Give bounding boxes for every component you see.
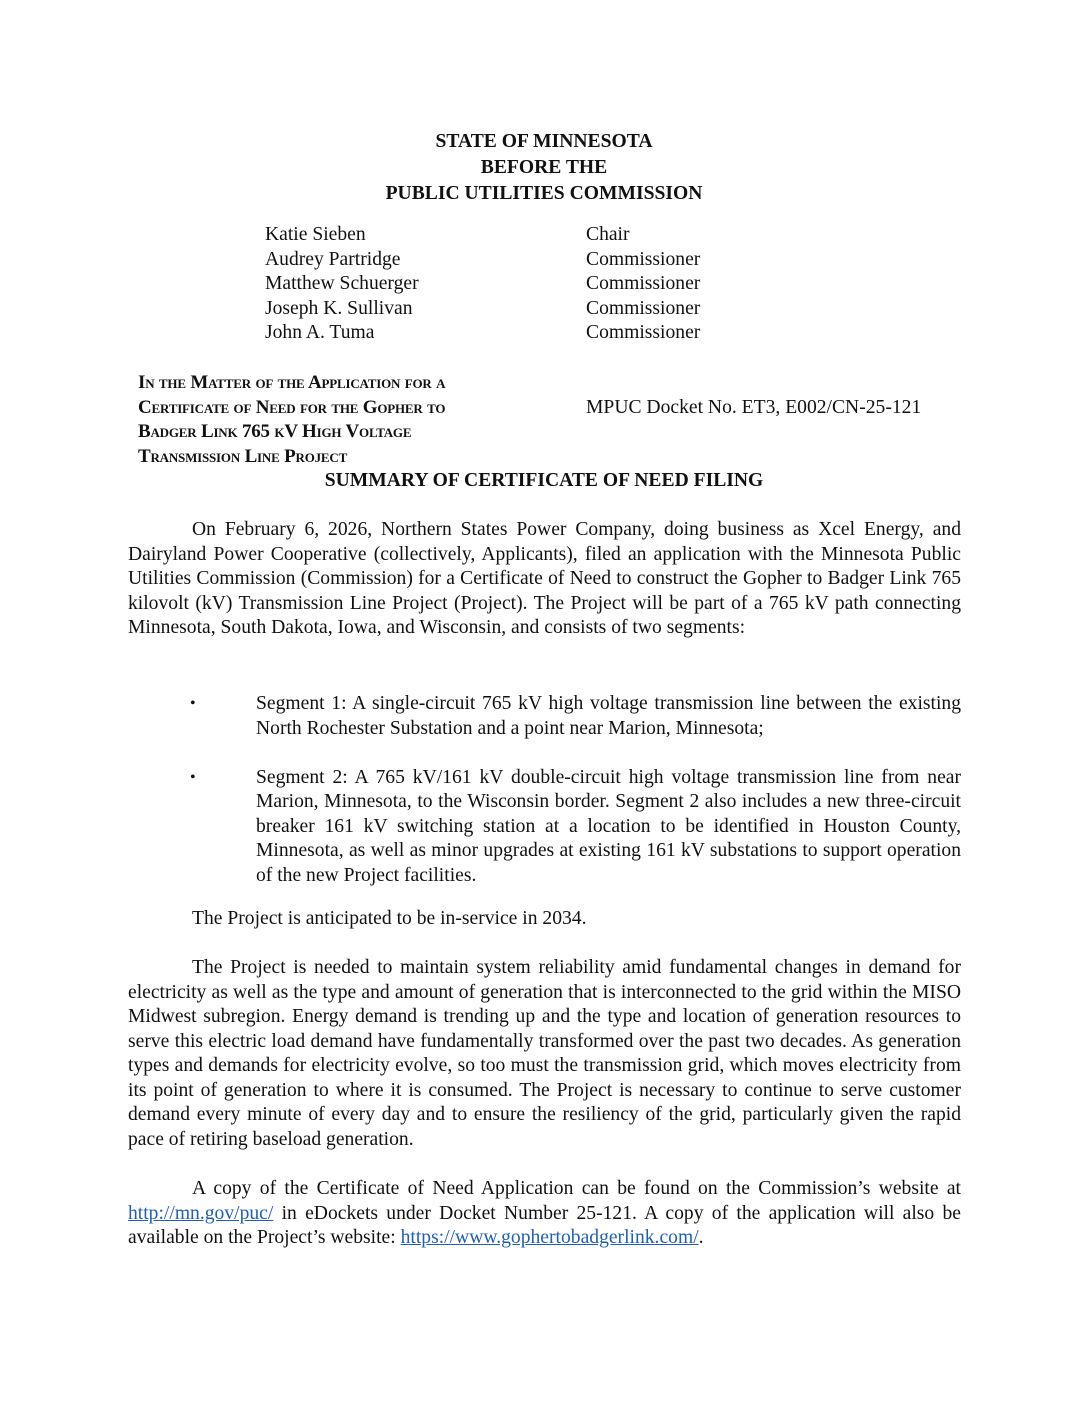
copy-text-1: A copy of the Certificate of Need Application can be found on the Commission’s website at [192, 1178, 961, 1199]
commissioner-title: Commissioner [586, 297, 701, 319]
commissioner-title: Commissioner [586, 248, 701, 270]
bullet-icon: • [190, 768, 196, 786]
matter-line: Badger Link 765 kV High Voltage [138, 421, 412, 442]
commissioner-title: Chair [586, 224, 630, 245]
need-paragraph [128, 956, 961, 1152]
commissioner-name: John A. Tuma [265, 322, 375, 344]
matter-line: In the Matter of the Application for a [138, 372, 446, 393]
copy-paragraph [128, 1177, 961, 1251]
commissioner-row [265, 297, 765, 322]
commissioner-name: Matthew Schuerger [265, 273, 419, 295]
copy-text-3: . [698, 1227, 704, 1248]
list-item [190, 766, 961, 889]
in-service-paragraph: The Project is anticipated to be in-service in 2034. [192, 908, 587, 929]
segment-1-text: Segment 1: A single-circuit 765 kV high voltage transmission line between the existing North Rochester Substation and a point near Marion, Minnesota; [256, 693, 961, 739]
matter-line: Certificate of Need for the Gopher to [138, 396, 446, 418]
commissioner-title: Commissioner [586, 322, 701, 344]
commissioner-row [265, 272, 765, 297]
caption-header [128, 129, 960, 207]
commissioner-list [265, 223, 765, 346]
matter-line: Transmission Line Project [138, 445, 348, 467]
commissioner-title: Commissioner [586, 273, 701, 295]
commissioner-name: Joseph K. Sullivan [265, 297, 413, 319]
summary-title: SUMMARY OF CERTIFICATE OF NEED FILING [324, 470, 764, 491]
intro-text: On February 6, 2026, Northern States Power Company, doing business as Xcel Energy, and Dairyland Power Cooperative (collectively, Applicants), filed an application with the Minnesota Public Utilities Commission (Commission) for a Certificate of Need to construct the Gopher to Badger Link 765 kilovolt (kV) Transmission Line Project (Project). The Project will be part of a 765 kV path connecting Minnesota, South Dakota, Iowa, and Wisconsin, and consists of two segments: [128, 519, 961, 638]
puc-website-link[interactable]: http://mn.gov/puc/ [128, 1202, 274, 1224]
project-website-link[interactable]: https://www.gophertobadgerlink.com/ [400, 1227, 699, 1248]
segment-2-text: Segment 2: A 765 kV/161 kV double-circuit high voltage transmission line from near Marion, Minnesota, to the Wisconsin border. Segment 2 also includes a new three-circuit breaker 161 kV switching station at a location to be identified in Houston County, Minnesota, as well as minor upgrades at existing 161 kV substations to support operation of the new Project facilities. [256, 766, 961, 886]
commissioner-row [265, 223, 765, 248]
copy-text-2: in eDockets under Docket Number 25-121. A copy of the application will also be available on the Project’s website: [128, 1202, 961, 1248]
docket-number: MPUC Docket No. ET3, E002/CN-25-121 [586, 397, 922, 418]
bullet-icon: • [190, 695, 196, 712]
list-item [190, 692, 961, 741]
commissioner-row [265, 248, 765, 273]
state-heading: STATE OF MINNESOTA [435, 131, 653, 152]
before-heading: BEFORE THE [480, 157, 608, 178]
need-text: The Project is needed to maintain system reliability amid fundamental changes in demand for electricity as well as the type and amount of generation that is interconnected to the grid within the MISO Midwest subregion. Energy demand is trending up and the type and location of generation resources to serve this electric load demand have fundamentally transformed over the past two decades. As generation types and demands for electricity evolve, so too must the transmission grid, which moves electricity from its point of generation to where it is consumed. The Project is necessary to continue to serve customer demand every minute of every day and to ensure the resiliency of the grid, particularly given the rapid pace of retiring baseload generation. [128, 957, 961, 1150]
matter-caption [138, 371, 558, 469]
intro-paragraph [128, 518, 961, 641]
commissioner-name: Audrey Partridge [265, 248, 401, 270]
commission-heading: PUBLIC UTILITIES COMMISSION [385, 183, 703, 204]
commissioner-row [265, 321, 765, 346]
commissioner-name: Katie Sieben [265, 224, 366, 245]
segment-list [190, 692, 961, 913]
